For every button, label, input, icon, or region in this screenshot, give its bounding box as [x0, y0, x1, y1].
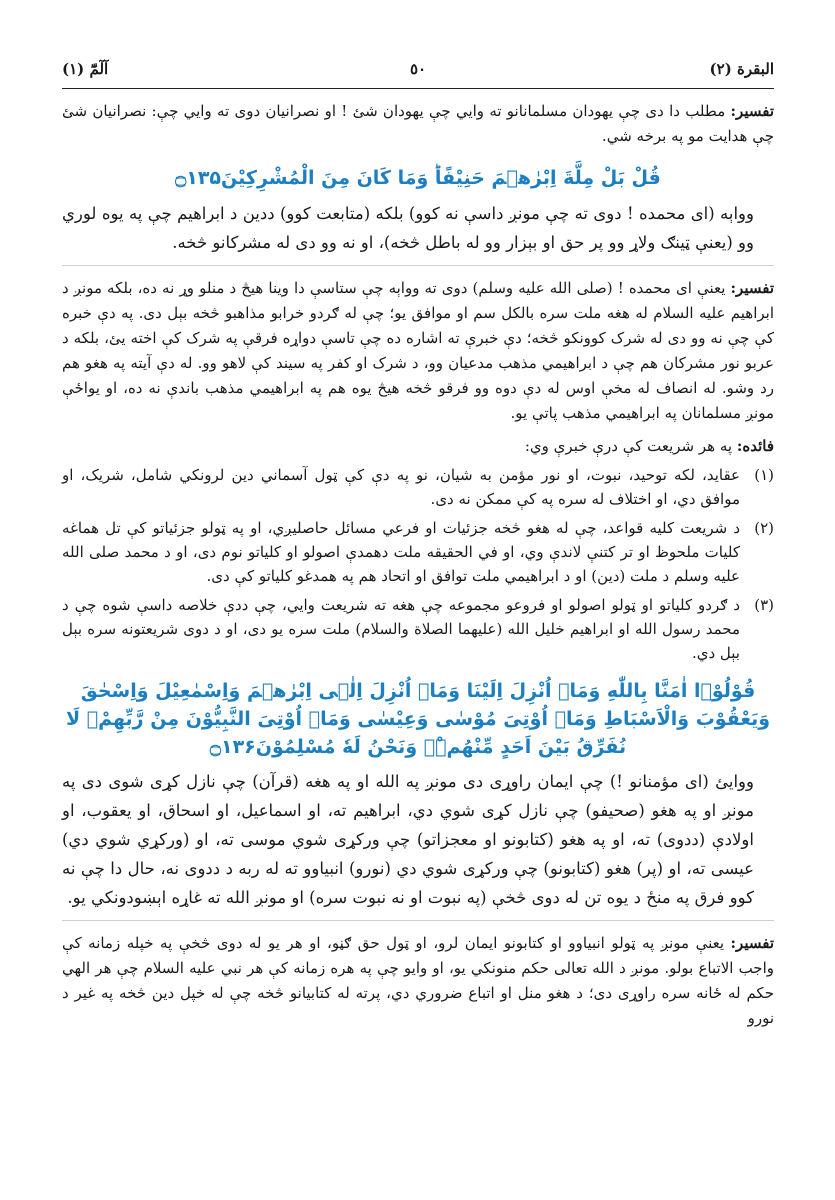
tafsir-label: تفسير:	[730, 934, 774, 952]
list-item	[62, 463, 774, 511]
quran-verse-135: قُلْ بَلْ مِلَّةَ اِبْرٰهٖمَ حَنِیْفًاؕ وَمَا كَانَ مِنَ الْمُشْرِكِیْنَ۝۱۳۵	[175, 167, 661, 189]
tafsir-paragraph-1	[62, 99, 774, 149]
translation-verse-136: ووایئ (ای مؤمنانو !) چې ایمان راوړی دی مونږ په الله او په هغه (قرآن) چې نازل کړی شوی دی په مونږ او په هغو (صحیفو) چې نازل کړی شوي دي، ابراهیم ته، او اسماعیل، او اسحاق، او یعقوب، او اولادې (ددوی) ته، او په هغو (کتابونو او معجزاتو) چې ورکړی شوي موسی ته، او (ورکړي شوي دي) عیسی ته، او (پر) هغو (کتابونو) چې ورکړی شوي دي (نورو) انبیاوو ته له ربه د ددوی نه، حال دا چې نه کوو فرق په منځ د یوه تن له دوی څخې (په نبوت او نه نبوت سره) او مونږ الله ته غاړه اېښودونکي یو.	[62, 772, 754, 907]
list-item	[62, 516, 774, 588]
tafsir-text: مطلب دا دی چې یهودان مسلمانانو ته وایي چې یهودان شئ ! او نصرانیان دوی ته وایي چې: نصرانیان شئ چې هدایت مو په برخه شي.	[62, 102, 774, 145]
tafsir-text: یعنې مونږ په ټولو انبیاوو او کتابونو ایمان لرو، او ټول حق ګڼو، او هر یو له دوی څخې په خپله زمانه کې واجب الاتباع بولو. مونږ د الله تعالی حکم منونکي یو، او وایو چې په هره زمانه کې هر نبي علیه السلام چې هر الهي حکم له ځانه سره راوړی دی؛ د هغو منل او اتباع ضروري دي، پرته له کتابیانو څخه چې له خپل دین څخه په غیر د نورو	[62, 934, 774, 1027]
page-content	[62, 99, 774, 1031]
item-number: (۳)	[754, 596, 774, 614]
item-text: د شریعت کلیه قواعد، چې له هغو څخه جزئیات او فرعي مسائل حاصلیږي، او په ټولو جزئیاتو کې تل هماغه کلیات ملحوظ او تر کتنې لاندې وي، او في الحقیقه ملت دهمدې اصولو او کلیاتو نوم دی، او د محمد صلی الله علیه وسلم د ملت (دین) او د ابراهیمي ملت توافق او اتحاد هم په همدغو کلیاتو کې دی.	[62, 519, 740, 585]
header-rule	[62, 88, 774, 89]
faida-text: په هر شریعت کې درې خبرې وي:	[524, 437, 737, 455]
page-number: ٥٠	[409, 60, 427, 78]
surah-name: البقرة (٢)	[709, 60, 774, 78]
list-item	[62, 593, 774, 665]
juz-name: آلٓمّٓ (١)	[62, 60, 109, 78]
faida-label: فائده:	[736, 437, 774, 455]
faida-intro	[62, 434, 774, 458]
item-text: عقاید، لکه توحید، نبوت، او نور مؤمن به شیان، نو په دې کې ټول آسماني دین لرونکي شامل، شریک، او موافق دي، او اختلاف له سره په کې ممکن نه دی.	[62, 466, 740, 508]
section-divider	[62, 920, 774, 921]
tafsir-paragraph-2	[62, 276, 774, 426]
tafsir-paragraph-3	[62, 931, 774, 1031]
translation-verse-135: وواېه (ای محمده ! دوی ته چې مونږ داسې نه کوو) بلکه (متابعت کوو) ددین د ابراهیم چې په یوه لوري وو (یعنې ټینګ ولاړ وو پر حق او بېزار وو له باطل څخه)، او نه وو دی له مشرکانو څخه.	[62, 204, 754, 252]
tafsir-text: یعنې ای محمده ! (صلی الله علیه وسلم) دوی ته وواېه چې ستاسې دا وینا هیڅ د منلو وړ نه ده، بلکه مونږ د ابراهیم علیه السلام له هغه ملت سره بالکل سم او موافق یو؛ چې له ګردو خرابو مذاهبو څخه بېل دی. په دې خبره کې چې نه وو دی له شرک کوونکو څخه؛ دې خبرې ته اشاره ده چې تاسې دواړه فرقې په شرک کې اخته یئ، بلکه د عربو نور مشرکان هم چې د ابراهیمي مذهب مدعیان وو، د شرک او کفر په سیند کې لاهو وو. له دې آیته په هغو هم رد وشو. له انصاف له مخې اوس له دې دوه وو فرقو څخه هیڅ یوه هم په ابراهیمي مذهب باندې نه ده، او یواځې مونږ مسلمانان په ابراهیمي مذهب پاتې یو.	[62, 279, 774, 422]
tafsir-label: تفسير:	[730, 279, 774, 297]
quran-verse-136: قُوْلُوْۤا اٰمَنَّا بِاللّٰهِ وَمَاۤ اُنْزِلَ اِلَیْنَا وَمَاۤ اُنْزِلَ اِلٰۤی اِبْرٰهٖمَ وَاِسْمٰعِیْلَ وَاِسْحٰقَ وَیَعْقُوْبَ وَالْاَسْبَاطِ وَمَاۤ اُوْتِیَ مُوْسٰی وَعِیْسٰی وَمَاۤ اُوْتِیَ النَّبِیُّوْنَ مِنْ رَّبِّهِمْۚ لَا نُفَرِّقُ بَیْنَ اَحَدٍ مِّنْهُمْ٘ۖ وَنَحْنُ لَهٗ مُسْلِمُوْنَ۝۱۳۶	[65, 680, 771, 758]
page	[62, 56, 774, 1031]
page-header	[62, 56, 774, 82]
item-text: د ګردو کلیاتو او ټولو اصولو او فروعو مجموعه چې هغه ته شریعت وایي، چې ددې خلاصه داسې شوه چې د محمد رسول الله او ابراهیم خلیل الله (علیهما الصلاة والسلام) ملت سره یو دی، او د دوی شریعتونه سره بېل بېل دي.	[62, 596, 740, 662]
item-number: (۱)	[754, 466, 774, 484]
item-number: (۲)	[754, 519, 774, 537]
section-divider	[62, 265, 774, 266]
tafsir-label: تفسير:	[730, 102, 774, 120]
